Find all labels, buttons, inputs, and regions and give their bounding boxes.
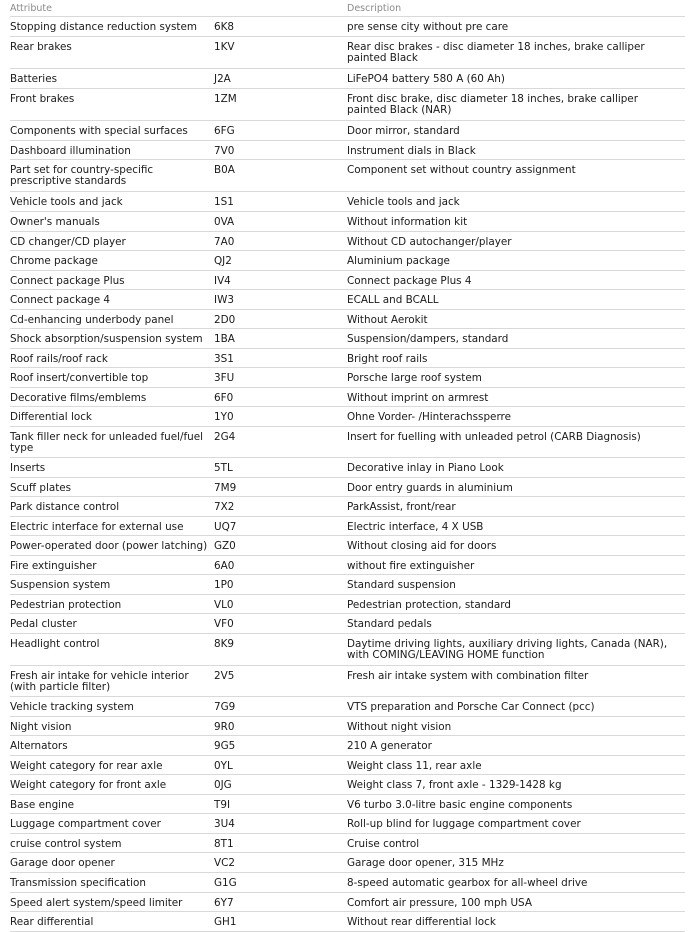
- table-row: [10, 458, 685, 478]
- code-column-header: [214, 0, 347, 16]
- description-cell: Door mirror, standard: [347, 125, 460, 137]
- table-row: [10, 388, 685, 407]
- table-row: [10, 329, 685, 349]
- code-cell: 9G5: [214, 740, 236, 752]
- attribute-cell: Owner's manuals: [10, 216, 100, 228]
- description-cell: V6 turbo 3.0-litre basic engine components: [347, 799, 573, 811]
- code-cell: GH1: [214, 916, 237, 928]
- code-cell: VL0: [214, 599, 234, 611]
- attribute-cell: Suspension system: [10, 579, 111, 591]
- code-cell: 0JG: [214, 779, 232, 791]
- attribute-cell: Weight category for front axle: [10, 779, 167, 791]
- attribute-cell: Headlight control: [10, 638, 100, 650]
- code-cell: 3S1: [214, 353, 234, 365]
- code-cell: 6A0: [214, 560, 235, 572]
- attribute-cell: Inserts: [10, 462, 46, 474]
- description-cell: LiFePO4 battery 580 A (60 Ah): [347, 73, 505, 85]
- code-cell: 0YL: [214, 760, 233, 772]
- description-cell: Without imprint on armrest: [347, 392, 489, 404]
- description-cell: Door entry guards in aluminium: [347, 482, 513, 494]
- description-cell: Cruise control: [347, 838, 420, 850]
- attribute-cell: Part set for country-specific prescriptive standards: [10, 164, 154, 187]
- attribute-cell: Garage door opener: [10, 857, 115, 869]
- description-cell: Component set without country assignment: [347, 164, 576, 176]
- attribute-cell: Pedestrian protection: [10, 599, 122, 611]
- attribute-cell: Front brakes: [10, 93, 75, 105]
- table-row: [10, 251, 685, 271]
- attribute-cell: Power-operated door (power latching): [10, 540, 208, 552]
- description-cell: VTS preparation and Porsche Car Connect (pcc): [347, 701, 595, 713]
- code-cell: 2G4: [214, 431, 236, 443]
- code-cell: J2A: [214, 73, 231, 85]
- attribute-cell: Differential lock: [10, 411, 92, 423]
- description-cell: Decorative inlay in Piano Look: [347, 462, 504, 474]
- code-cell: IV4: [214, 275, 231, 287]
- attribute-cell: Electric interface for external use: [10, 521, 184, 533]
- table-row: [10, 427, 685, 458]
- description-cell: Without rear differential lock: [347, 916, 496, 928]
- description-cell: pre sense city without pre care: [347, 21, 509, 33]
- table-row: [10, 368, 685, 388]
- code-cell: 1KV: [214, 41, 235, 53]
- attribute-cell: Fire extinguisher: [10, 560, 97, 572]
- attribute-cell: Shock absorption/suspension system: [10, 333, 203, 345]
- attribute-cell: Base engine: [10, 799, 75, 811]
- code-cell: 1ZM: [214, 93, 237, 105]
- attribute-cell: Connect package Plus: [10, 275, 125, 287]
- table-row: [10, 517, 685, 536]
- attribute-cell: Scuff plates: [10, 482, 72, 494]
- code-cell: 2D0: [214, 314, 236, 326]
- code-cell: 6F0: [214, 392, 234, 404]
- code-cell: 7V0: [214, 145, 235, 157]
- attribute-cell: Speed alert system/speed limiter: [10, 897, 183, 909]
- attribute-cell: Roof rails/roof rack: [10, 353, 108, 365]
- attribute-cell: Rear differential: [10, 916, 94, 928]
- attribute-cell: Luggage compartment cover: [10, 818, 161, 830]
- description-cell: Without CD autochanger/player: [347, 236, 512, 248]
- table-row: [10, 912, 685, 932]
- attribute-cell: Night vision: [10, 721, 72, 733]
- description-cell: Without closing aid for doors: [347, 540, 497, 552]
- table-row: [10, 478, 685, 497]
- code-cell: 1P0: [214, 579, 234, 591]
- attribute-cell: Components with special surfaces: [10, 125, 188, 137]
- table-row: [10, 634, 685, 666]
- attribute-cell: Stopping distance reduction system: [10, 21, 198, 33]
- attribute-cell: Park distance control: [10, 501, 120, 513]
- attribute-column-header: Attribute: [10, 3, 52, 14]
- table-row: [10, 736, 685, 756]
- description-cell: Without Aerokit: [347, 314, 428, 326]
- description-cell: Weight class 7, front axle - 1329-1428 kg: [347, 779, 562, 791]
- code-cell: 1S1: [214, 196, 234, 208]
- code-cell: 7M9: [214, 482, 237, 494]
- attribute-cell: Vehicle tools and jack: [10, 196, 123, 208]
- attribute-cell: Tank filler neck for unleaded fuel/fuel type: [10, 431, 204, 454]
- table-row: [10, 121, 685, 141]
- equipment-table: [10, 0, 685, 932]
- attribute-cell: CD changer/CD player: [10, 236, 126, 248]
- description-cell: Roll-up blind for luggage compartment cover: [347, 818, 581, 830]
- description-cell: Bright roof rails: [347, 353, 428, 365]
- code-cell: 8T1: [214, 838, 234, 850]
- description-cell: Weight class 11, rear axle: [347, 760, 482, 772]
- description-cell: Connect package Plus 4: [347, 275, 472, 287]
- table-body: [10, 17, 685, 932]
- code-cell: 7G9: [214, 701, 236, 713]
- code-cell: 7A0: [214, 236, 235, 248]
- attribute-cell: cruise control system: [10, 838, 122, 850]
- description-cell: Insert for fuelling with unleaded petrol (CARB Diagnosis): [347, 431, 641, 443]
- table-row: [10, 853, 685, 873]
- code-cell: IW3: [214, 294, 234, 306]
- table-row: [10, 349, 685, 368]
- description-cell: Rear disc brakes - disc diameter 18 inches, brake calliper painted Black: [347, 41, 645, 64]
- attribute-cell: Connect package 4: [10, 294, 111, 306]
- table-row: [10, 192, 685, 212]
- description-cell: Vehicle tools and jack: [347, 196, 460, 208]
- table-row: [10, 17, 685, 37]
- code-cell: 5TL: [214, 462, 233, 474]
- code-cell: 2V5: [214, 670, 235, 682]
- table-row: [10, 212, 685, 232]
- description-cell: Front disc brake, disc diameter 18 inches, brake calliper painted Black (NAR): [347, 93, 638, 116]
- code-cell: B0A: [214, 164, 235, 176]
- code-cell: VF0: [214, 618, 234, 630]
- description-cell: Daytime driving lights, auxiliary driving lights, Canada (NAR), with COMING/LEAVING HOME function: [347, 638, 668, 661]
- table-row: [10, 873, 685, 893]
- attribute-cell: Alternators: [10, 740, 68, 752]
- code-cell: 8K9: [214, 638, 235, 650]
- description-cell: Fresh air intake system with combination filter: [347, 670, 589, 682]
- table-row: [10, 69, 685, 89]
- table-row: [10, 595, 685, 614]
- attribute-cell: Dashboard illumination: [10, 145, 131, 157]
- table-row: [10, 575, 685, 595]
- description-cell: 8-speed automatic gearbox for all-wheel drive: [347, 877, 588, 889]
- description-cell: Aluminium package: [347, 255, 450, 267]
- code-cell: G1G: [214, 877, 237, 889]
- code-cell: 6Y7: [214, 897, 234, 909]
- table-row: [10, 141, 685, 160]
- table-row: [10, 775, 685, 795]
- code-cell: 6FG: [214, 125, 235, 137]
- description-cell: Without information kit: [347, 216, 468, 228]
- attribute-cell: Roof insert/convertible top: [10, 372, 149, 384]
- description-cell: ParkAssist, front/rear: [347, 501, 456, 513]
- attribute-cell: Transmission specification: [10, 877, 146, 889]
- code-cell: 6K8: [214, 21, 235, 33]
- description-cell: Ohne Vorder- /Hinterachssperre: [347, 411, 511, 423]
- description-cell: Without night vision: [347, 721, 452, 733]
- description-cell: without fire extinguisher: [347, 560, 475, 572]
- description-cell: 210 A generator: [347, 740, 432, 752]
- code-cell: 3U4: [214, 818, 235, 830]
- table-row: [10, 756, 685, 775]
- attribute-cell: Chrome package: [10, 255, 98, 267]
- table-row: [10, 290, 685, 310]
- table-row: [10, 556, 685, 575]
- code-cell: 9R0: [214, 721, 235, 733]
- description-cell: Standard suspension: [347, 579, 456, 591]
- table-row: [10, 536, 685, 556]
- attribute-cell: Decorative films/emblems: [10, 392, 147, 404]
- table-row: [10, 697, 685, 717]
- description-cell: Electric interface, 4 X USB: [347, 521, 484, 533]
- attribute-cell: Cd-enhancing underbody panel: [10, 314, 174, 326]
- table-row: [10, 795, 685, 814]
- description-cell: Garage door opener, 315 MHz: [347, 857, 504, 869]
- code-cell: 1BA: [214, 333, 235, 345]
- table-row: [10, 666, 685, 697]
- attribute-cell: Pedal cluster: [10, 618, 77, 630]
- code-cell: 7X2: [214, 501, 235, 513]
- code-cell: QJ2: [214, 255, 232, 267]
- table-header: [10, 0, 685, 17]
- table-row: [10, 497, 685, 517]
- table-row: [10, 814, 685, 834]
- table-row: [10, 614, 685, 634]
- description-cell: Instrument dials in Black: [347, 145, 476, 157]
- table-row: [10, 160, 685, 192]
- description-cell: Comfort air pressure, 100 mph USA: [347, 897, 532, 909]
- description-column-header: Description: [347, 3, 402, 14]
- code-cell: GZ0: [214, 540, 236, 552]
- description-cell: Pedestrian protection, standard: [347, 599, 511, 611]
- description-cell: Suspension/dampers, standard: [347, 333, 509, 345]
- table-row: [10, 717, 685, 736]
- code-cell: VC2: [214, 857, 235, 869]
- table-row: [10, 834, 685, 853]
- attribute-cell: Weight category for rear axle: [10, 760, 163, 772]
- code-cell: 0VA: [214, 216, 235, 228]
- table-row: [10, 893, 685, 912]
- code-cell: 1Y0: [214, 411, 234, 423]
- attribute-cell: Vehicle tracking system: [10, 701, 134, 713]
- table-row: [10, 37, 685, 69]
- attribute-cell: Rear brakes: [10, 41, 72, 53]
- description-cell: Porsche large roof system: [347, 372, 482, 384]
- table-row: [10, 232, 685, 251]
- attribute-cell: Fresh air intake for vehicle interior (with particle filter): [10, 670, 189, 693]
- code-cell: T9I: [214, 799, 231, 811]
- code-cell: UQ7: [214, 521, 237, 533]
- table-row: [10, 89, 685, 121]
- table-row: [10, 310, 685, 329]
- attribute-cell: Batteries: [10, 73, 58, 85]
- table-row: [10, 407, 685, 427]
- code-cell: 3FU: [214, 372, 235, 384]
- table-row: [10, 271, 685, 290]
- description-cell: ECALL and BCALL: [347, 294, 439, 306]
- description-cell: Standard pedals: [347, 618, 432, 630]
